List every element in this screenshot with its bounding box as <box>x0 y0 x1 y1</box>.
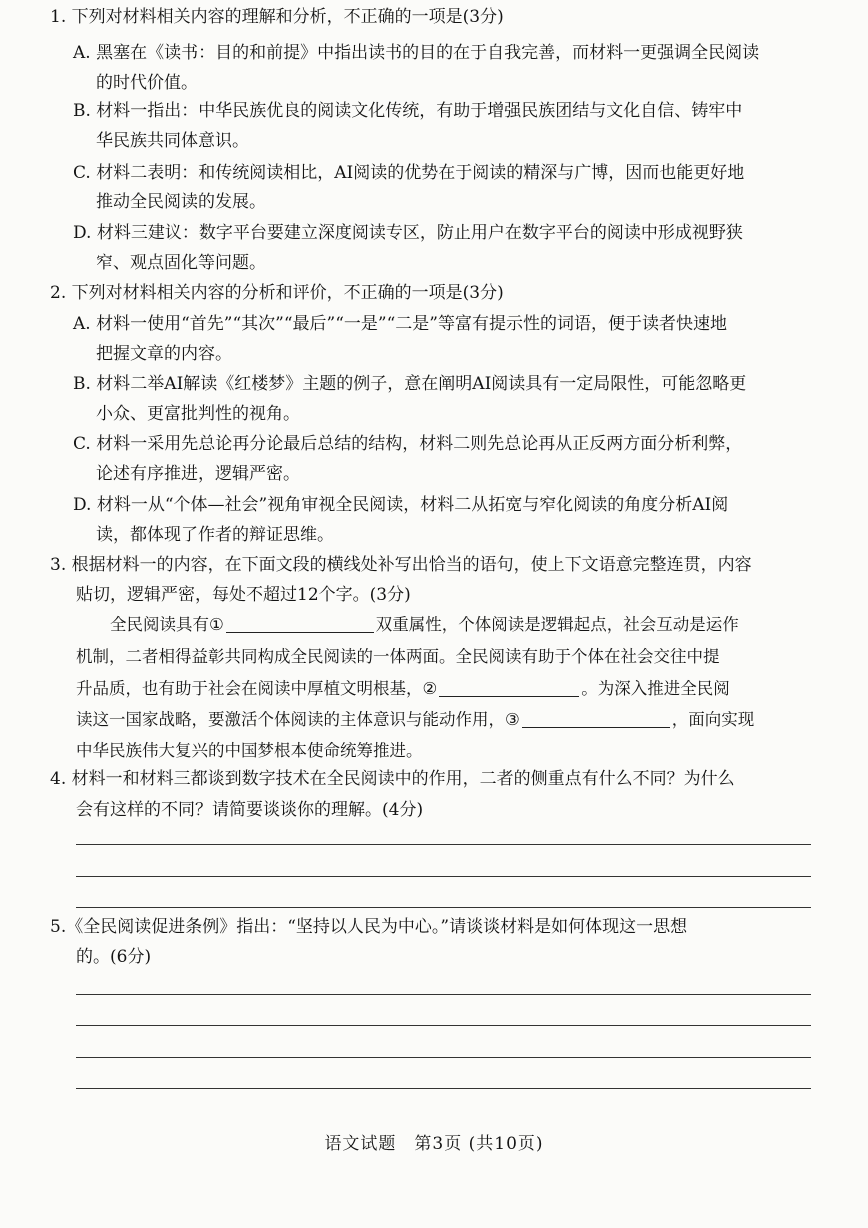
passage-text: ，面向实现 <box>671 710 755 729</box>
question-4-stem: 4. 材料一和材料三都谈到数字技术在全民阅读中的作用，二者的侧重点有什么不同？为什么 <box>50 769 735 789</box>
question-2-option-a-cont: 把握文章的内容。 <box>96 344 232 364</box>
question-1-option-b-cont: 华民族共同体意识。 <box>96 131 249 151</box>
question-3-stem: 3. 根据材料一的内容，在下面文段的横线处补写出恰当的语句，使上下文语意完整连贯，内容 <box>50 555 752 575</box>
question-2-option-c: C. 材料一采用先总论再分论最后总结的结构，材料二则先总论再从正反两方面分析利弊， <box>73 434 743 454</box>
answer-line[interactable] <box>76 876 811 877</box>
question-1-option-d-cont: 窄、观点固化等问题。 <box>96 253 266 273</box>
question-3-passage-line-3 <box>76 676 730 702</box>
answer-blank-2[interactable] <box>439 678 579 697</box>
answer-blank-1[interactable] <box>226 614 374 633</box>
question-3-stem-cont: 贴切，逻辑严密，每处不超过12个字。(3分) <box>76 585 411 605</box>
answer-line[interactable] <box>76 1025 811 1026</box>
passage-text: 全民阅读具有① <box>110 615 224 634</box>
answer-blank-3[interactable] <box>522 709 670 728</box>
question-3-passage-line-4 <box>76 707 754 733</box>
page-footer: 语文试题 第3页 (共10页) <box>324 1134 544 1154</box>
answer-line[interactable] <box>76 907 811 908</box>
question-1-stem: 1. 下列对材料相关内容的理解和分析，不正确的一项是(3分) <box>50 7 504 27</box>
answer-line[interactable] <box>76 1088 811 1089</box>
question-3-passage-line-5: 中华民族伟大复兴的中国梦根本使命统筹推进。 <box>76 741 423 760</box>
question-2-option-a: A. 材料一使用“首先”“其次”“最后”“一是”“二是”等富有提示性的词语，便于读者快速地 <box>73 314 727 334</box>
question-1-option-a: A. 黑塞在《读书：目的和前提》中指出读书的目的在于自我完善，而材料一更强调全民阅读 <box>73 43 760 63</box>
question-5-stem-cont: 的。(6分) <box>76 947 152 967</box>
passage-text: 升品质，也有助于社会在阅读中厚植文明根基，② <box>76 679 438 698</box>
passage-text: 。为深入推进全民阅 <box>581 679 730 698</box>
question-1-option-a-cont: 的时代价值。 <box>96 73 198 93</box>
question-2-option-b: B. 材料二举AI解读《红楼梦》主题的例子，意在阐明AI阅读具有一定局限性，可能忽略更 <box>73 374 747 394</box>
answer-line[interactable] <box>76 994 811 995</box>
passage-text: 双重属性，个体阅读是逻辑起点，社会互动是运作 <box>375 615 739 634</box>
question-3-passage-line-1 <box>110 612 739 638</box>
question-3-passage-line-2: 机制，二者相得益彰共同构成全民阅读的一体两面。全民阅读有助于个体在社会交往中提 <box>76 647 720 666</box>
question-4-stem-cont: 会有这样的不同？请简要谈谈你的理解。(4分) <box>76 800 424 820</box>
question-2-stem: 2. 下列对材料相关内容的分析和评价，不正确的一项是(3分) <box>50 283 504 303</box>
question-2-option-d-cont: 读，都体现了作者的辩证思维。 <box>96 525 334 545</box>
question-1-option-d: D. 材料三建议：数字平台要建立深度阅读专区，防止用户在数字平台的阅读中形成视野狭 <box>73 223 743 243</box>
question-1-option-c-cont: 推动全民阅读的发展。 <box>96 192 266 212</box>
question-1-option-b: B. 材料一指出：中华民族优良的阅读文化传统，有助于增强民族团结与文化自信、铸牢中 <box>73 101 743 121</box>
question-2-option-d: D. 材料一从“个体—社会”视角审视全民阅读，材料二从拓宽与窄化阅读的角度分析AI阅 <box>73 495 729 515</box>
answer-line[interactable] <box>76 844 811 845</box>
answer-line[interactable] <box>76 1057 811 1058</box>
question-2-option-c-cont: 论述有序推进，逻辑严密。 <box>96 464 300 484</box>
question-5-stem: 5.《全民阅读促进条例》指出：“坚持以人民为中心。”请谈谈材料是如何体现这一思想 <box>50 917 688 937</box>
passage-text: 读这一国家战略，要激活个体阅读的主体意识与能动作用，③ <box>76 710 520 729</box>
question-2-option-b-cont: 小众、更富批判性的视角。 <box>96 404 300 424</box>
question-1-option-c: C. 材料二表明：和传统阅读相比，AI阅读的优势在于阅读的精深与广博，因而也能更好地 <box>73 163 745 183</box>
